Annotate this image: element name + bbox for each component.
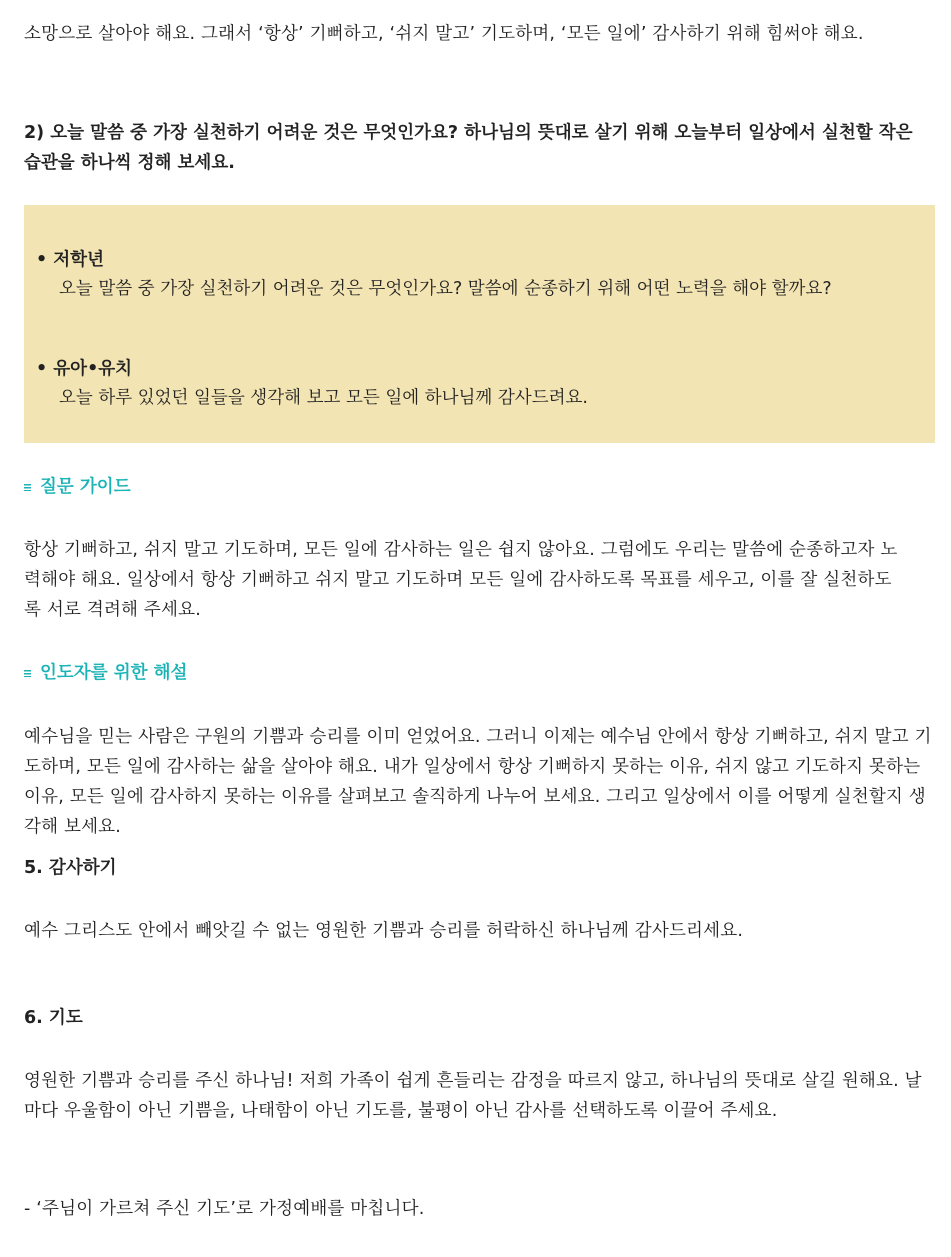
callout-item-text: 오늘 말씀 중 가장 실천하기 어려운 것은 무엇인가요? 말씀에 순종하기 위해 어떤 노력을 해야 할까요? bbox=[59, 279, 832, 299]
callout-item-preschool bbox=[24, 355, 929, 413]
list-marker-icon bbox=[24, 670, 31, 677]
leader-commentary-heading-label: 인도자를 위한 해설 bbox=[40, 663, 188, 683]
thanks-heading: 5. 감사하기 bbox=[24, 858, 117, 878]
leader-commentary-text: 예수님을 믿는 사람은 구원의 기쁨과 승리를 이미 얻었어요. 그러니 이제는 예수님 안에서 항상 기뻐하고, 쉬지 말고 기도하며, 모든 일에 감사하는 삶을 살아야 해요. 내가 일상에서 항상 기뻐하지 못하는 이유, 쉬지 않고 기도하지 못하는 이유, 모든 일에 감사하지 못하는 이유를 살펴보고 솔직하게 나누어 보세요. 그리고 일상에서 이를 어떻게 실천할지 생각해 보세요. bbox=[24, 727, 932, 837]
question-guide-heading bbox=[24, 473, 131, 501]
prayer-heading: 6. 기도 bbox=[24, 1008, 83, 1028]
prayer-text: 영원한 기쁨과 승리를 주신 하나님! 저희 가족이 쉽게 흔들리는 감정을 따르지 않고, 하나님의 뜻대로 살길 원해요. 날마다 우울함이 아닌 기쁨을, 나태함이 아닌 기도를, 불평이 아닌 감사를 선택하도록 이끌어 주세요. bbox=[24, 1071, 922, 1121]
callout-item-title: • 유아•유치 bbox=[36, 359, 133, 379]
question-guide-text: 항상 기뻐하고, 쉬지 말고 기도하며, 모든 일에 감사하는 일은 쉽지 않아요. 그럼에도 우리는 말씀에 순종하고자 노력해야 해요. 일상에서 항상 기뻐하고 쉬지 말고 기도하며 모든 일에 감사하도록 목표를 세우고, 이를 잘 실천하도록 서로 격려해 주세요. bbox=[24, 540, 898, 620]
age-group-callout bbox=[24, 205, 935, 443]
callout-item-text: 오늘 하루 있었던 일들을 생각해 보고 모든 일에 하나님께 감사드려요. bbox=[59, 388, 588, 408]
callout-item-lower-grade bbox=[24, 246, 929, 304]
leader-commentary-heading bbox=[24, 659, 187, 687]
thanks-text: 예수 그리스도 안에서 빼앗길 수 없는 영원한 기쁨과 승리를 허락하신 하나님께 감사드리세요. bbox=[24, 921, 744, 941]
list-marker-icon bbox=[24, 484, 31, 491]
question-2: 2) 오늘 말씀 중 가장 실천하기 어려운 것은 무엇인가요? 하나님의 뜻대로 살기 위해 오늘부터 일상에서 실천할 작은 습관을 하나씩 정해 보세요. bbox=[24, 123, 913, 173]
question-guide-heading-label: 질문 가이드 bbox=[40, 477, 131, 497]
callout-item-title: • 저학년 bbox=[36, 250, 104, 270]
prayer-closing: - ‘주님이 가르쳐 주신 기도’로 가정예배를 마칩니다. bbox=[24, 1199, 425, 1219]
intro-paragraph: 소망으로 살아야 해요. 그래서 ‘항상’ 기뻐하고, ‘쉬지 말고’ 기도하며, ‘모든 일에’ 감사하기 위해 힘써야 해요. bbox=[24, 24, 864, 44]
